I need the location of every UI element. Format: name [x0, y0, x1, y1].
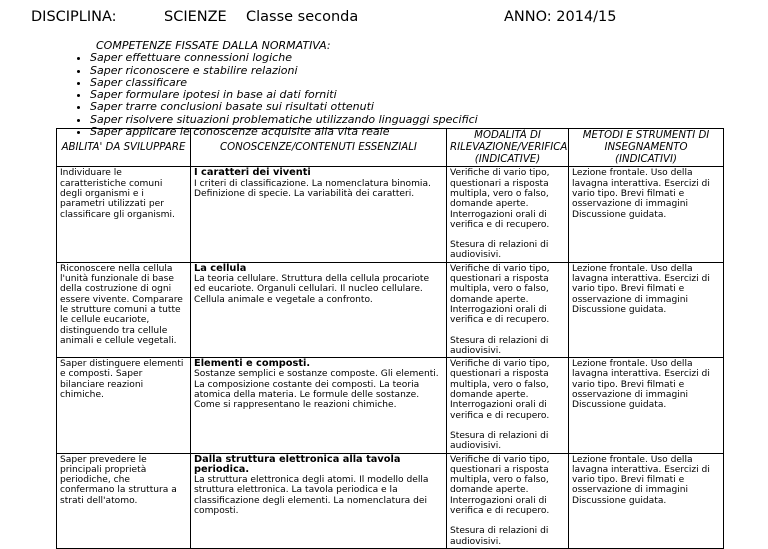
verifica-text: Verifiche di vario tipo, questionari a risposta multipla, vero o falso, domande aperte. Interrogazioni orali di verifica e di recupero.: [450, 359, 550, 421]
disciplina-label: DISCIPLINA:: [31, 9, 117, 25]
metodi-cell: Lezione frontale. Uso della lavagna interattiva. Esercizi di vario tipo. Brevi filmati e osservazione di immagini Discussione guidata.: [569, 262, 724, 357]
verifica-text: Verifiche di vario tipo, questionari a risposta multipla, vero o falso, domande aperte. Interrogazioni orali di verifica e di recupero.: [450, 454, 550, 516]
abilita-cell: Saper distinguere elementi e composti. Saper bilanciare reazioni chimiche.: [57, 358, 191, 453]
content-cell: [191, 262, 447, 357]
verifica-text: Verifiche di vario tipo, questionari a risposta multipla, vero o falso, domande aperte. Interrogazioni orali di verifica e di recupero.: [450, 168, 550, 230]
competences-section: [70, 40, 478, 138]
content-cell: [191, 453, 447, 548]
abilita-cell: Saper prevedere le principali proprietà periodiche, che confermano la struttura a strati dell'atomo.: [57, 453, 191, 548]
table-row: [57, 262, 724, 357]
competence-item: • Saper classificare: [90, 77, 478, 89]
subject-name: SCIENZE: [164, 9, 227, 25]
table-row: [57, 167, 724, 262]
topic-content: La struttura elettronica degli atomi. Il modello della struttura elettronica. La tavola periodica e la classificazione degli elementi. La nomenclatura dei composti.: [194, 475, 429, 516]
table-header-row: [57, 129, 724, 167]
competences-list: [70, 52, 478, 138]
topic-title: Elementi e composti.: [194, 358, 311, 370]
competence-item: • Saper applicare le conoscenze acquisite alla vita reale: [90, 126, 478, 138]
competence-item: • Saper formulare ipotesi in base ai dati forniti: [90, 89, 478, 101]
verifica-relazioni: Stesura di relazioni di audiovisivi.: [450, 430, 549, 452]
verifica-cell: [447, 358, 569, 453]
topic-content: I criteri di classificazione. La nomenclatura binomia. Definizione di specie. La variabilità dei caratteri.: [194, 178, 431, 199]
table-row: [57, 453, 724, 548]
header-metodi: METODI E STRUMENTI DI INSEGNAMENTO (INDICATIVI): [569, 129, 724, 167]
verifica-cell: [447, 167, 569, 262]
header-verifica: MODALITÀ DI RILEVAZIONE/VERIFICA (INDICATIVE): [447, 129, 569, 167]
competence-item: • Saper trarre conclusioni basate sui risultati ottenuti: [90, 101, 478, 113]
abilita-cell: Riconoscere nella cellula l'unità funzionale di base della costruzione di ogni essere vivente. Comparare le strutture comuni a tutte le cellule eucariote, distinguendo tra cellule animali e cellule vegetali.: [57, 262, 191, 357]
content-cell: [191, 358, 447, 453]
class-name: Classe seconda: [246, 9, 359, 25]
competence-item: • Saper riconoscere e stabilire relazioni: [90, 65, 478, 77]
school-year: ANNO: 2014/15: [504, 9, 617, 25]
competence-item: • Saper effettuare connessioni logiche: [90, 52, 478, 64]
metodi-cell: Lezione frontale. Uso della lavagna interattiva. Esercizi di vario tipo. Brevi filmati e osservazione di immagini Discussione guidata.: [569, 167, 724, 262]
topic-title: Dalla struttura elettronica alla tavola periodica.: [194, 453, 401, 475]
verifica-relazioni: Stesura di relazioni di audiovisivi.: [450, 526, 549, 547]
programme-table: [56, 128, 724, 549]
abilita-cell: Individuare le caratteristiche comuni degli organismi e i parametri utilizzati per classificare gli organismi.: [57, 167, 191, 262]
verifica-relazioni: Stesura di relazioni di audiovisivi.: [450, 240, 549, 261]
header-abilita: ABILITA' DA SVILUPPARE: [57, 129, 191, 167]
metodi-cell: Lezione frontale. Uso della lavagna interattiva. Esercizi di vario tipo. Brevi filmati e osservazione di immagini Discussione guidata.: [569, 358, 724, 453]
table-row: [57, 358, 724, 453]
topic-title: I caratteri dei viventi: [194, 167, 311, 179]
topic-content: Sostanze semplici e sostanze composte. Gli elementi. La composizione costante dei composti. La teoria atomica della materia. Le formule delle sostanze. Come si rappresentano le reazioni chimiche.: [194, 369, 439, 411]
competence-item: • Saper risolvere situazioni problematiche utilizzando linguaggi specifici: [90, 114, 478, 126]
topic-title: La cellula: [194, 262, 247, 274]
verifica-relazioni: Stesura di relazioni di audiovisivi.: [450, 335, 549, 356]
verifica-cell: [447, 262, 569, 357]
competences-title: COMPETENZE FISSATE DALLA NORMATIVA:: [96, 39, 331, 52]
verifica-cell: [447, 453, 569, 548]
topic-content: La teoria cellulare. Struttura della cellula procariote ed eucariote. Organuli cellulari. Il nucleo cellulare. Cellula animale e vegetale a confronto.: [194, 274, 430, 305]
metodi-cell: Lezione frontale. Uso della lavagna interattiva. Esercizi di vario tipo. Brevi filmati e osservazione di immagini Discussione guidata.: [569, 453, 724, 548]
header-conoscenze: CONOSCENZE/CONTENUTI ESSENZIALI: [191, 129, 447, 167]
content-cell: [191, 167, 447, 262]
verifica-text: Verifiche di vario tipo, questionari a risposta multipla, vero o falso, domande aperte. Interrogazioni orali di verifica e di recupero.: [450, 263, 550, 326]
